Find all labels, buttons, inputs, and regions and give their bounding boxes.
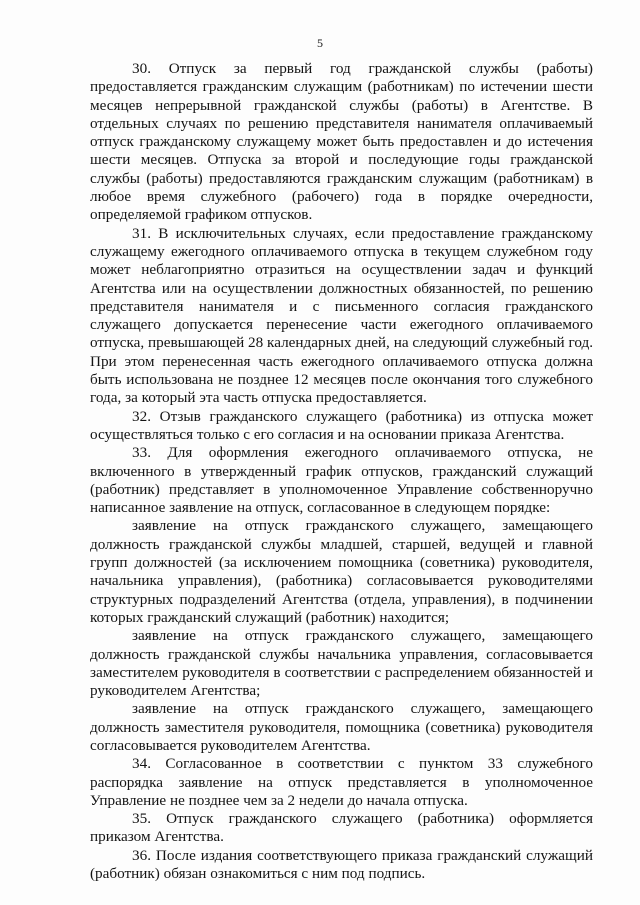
page-number: 5 bbox=[317, 36, 323, 50]
document-body bbox=[90, 60, 593, 883]
paragraph-31: 31. В исключительных случаях, если предоставление гражданскому служащему ежегодного оплачиваемого отпуска в текущем служебном году может неблагоприятно отразиться на осуществлении задач и функций Агентства или на осуществлении должностных обязанностей, по решению представителя нанимателя и с письменного согласия гражданского служащего допускается перенесение части ежегодного оплачиваемого отпуска, превышающей 28 календарных дней, на следующий служебный год. При этом перенесенная часть ежегодного оплачиваемого отпуска должна быть использована не позднее 12 месяцев после окончания того служебного года, за который эта часть отпуска предоставляется. bbox=[90, 224, 593, 407]
paragraph-34: 34. Согласованное в соответствии с пунктом 33 служебного распорядка заявление на отпуск представляется в уполномоченное Управление не позднее чем за 2 недели до начала отпуска. bbox=[90, 755, 593, 809]
paragraph-36: 36. После издания соответствующего приказа гражданский служащий (работник) обязан ознакомиться с ним под подпись. bbox=[90, 846, 593, 883]
paragraph-33-item-1: заявление на отпуск гражданского служащего, замещающего должность гражданской службы младшей, старшей, ведущей и главной групп должностей (за исключением помощника (советника) руководителя, начальника управления), (работника) согласовывается руководителями структурных подразделений Агентства (отдела, управления), в подчинении которых гражданский служащий (работник) находится; bbox=[90, 517, 593, 626]
paragraph-35: 35. Отпуск гражданского служащего (работника) оформляется приказом Агентства. bbox=[90, 810, 593, 846]
paragraph-30: 30. Отпуск за первый год гражданской службы (работы) предоставляется гражданским служащим (работникам) по истечении шести месяцев непрерывной гражданской службы (работы) в Агентстве. В отдельных случаях по решению представителя нанимателя оплачиваемый отпуск гражданскому служащему может быть предоставлен и до истечения шести месяцев. Отпуска за второй и последующие годы гражданской службы (работы) предоставляются гражданским служащим (работникам) в любое время служебного (рабочего) года в порядке очередности, определяемой графиком отпусков. bbox=[90, 60, 593, 224]
paragraph-32: 32. Отзыв гражданского служащего (работника) из отпуска может осуществляться только с его согласия и на основании приказа Агентства. bbox=[90, 407, 593, 443]
paragraph-33: 33. Для оформления ежегодного оплачиваемого отпуска, не включенного в утвержденный график отпусков, гражданский служащий (работник) представляет в уполномоченное Управление собственноручно написанное заявление на отпуск, согласованное в следующем порядке: bbox=[90, 444, 593, 517]
paragraph-33-item-3: заявление на отпуск гражданского служащего, замещающего должность заместителя руководителя, помощника (советника) руководителя согласовывается руководителем Агентства. bbox=[90, 700, 593, 754]
paragraph-33-item-2: заявление на отпуск гражданского служащего, замещающего должность гражданской службы начальника управления, согласовывается заместителем руководителя в соответствии с распределением обязанностей и руководителем Агентства; bbox=[90, 627, 593, 700]
